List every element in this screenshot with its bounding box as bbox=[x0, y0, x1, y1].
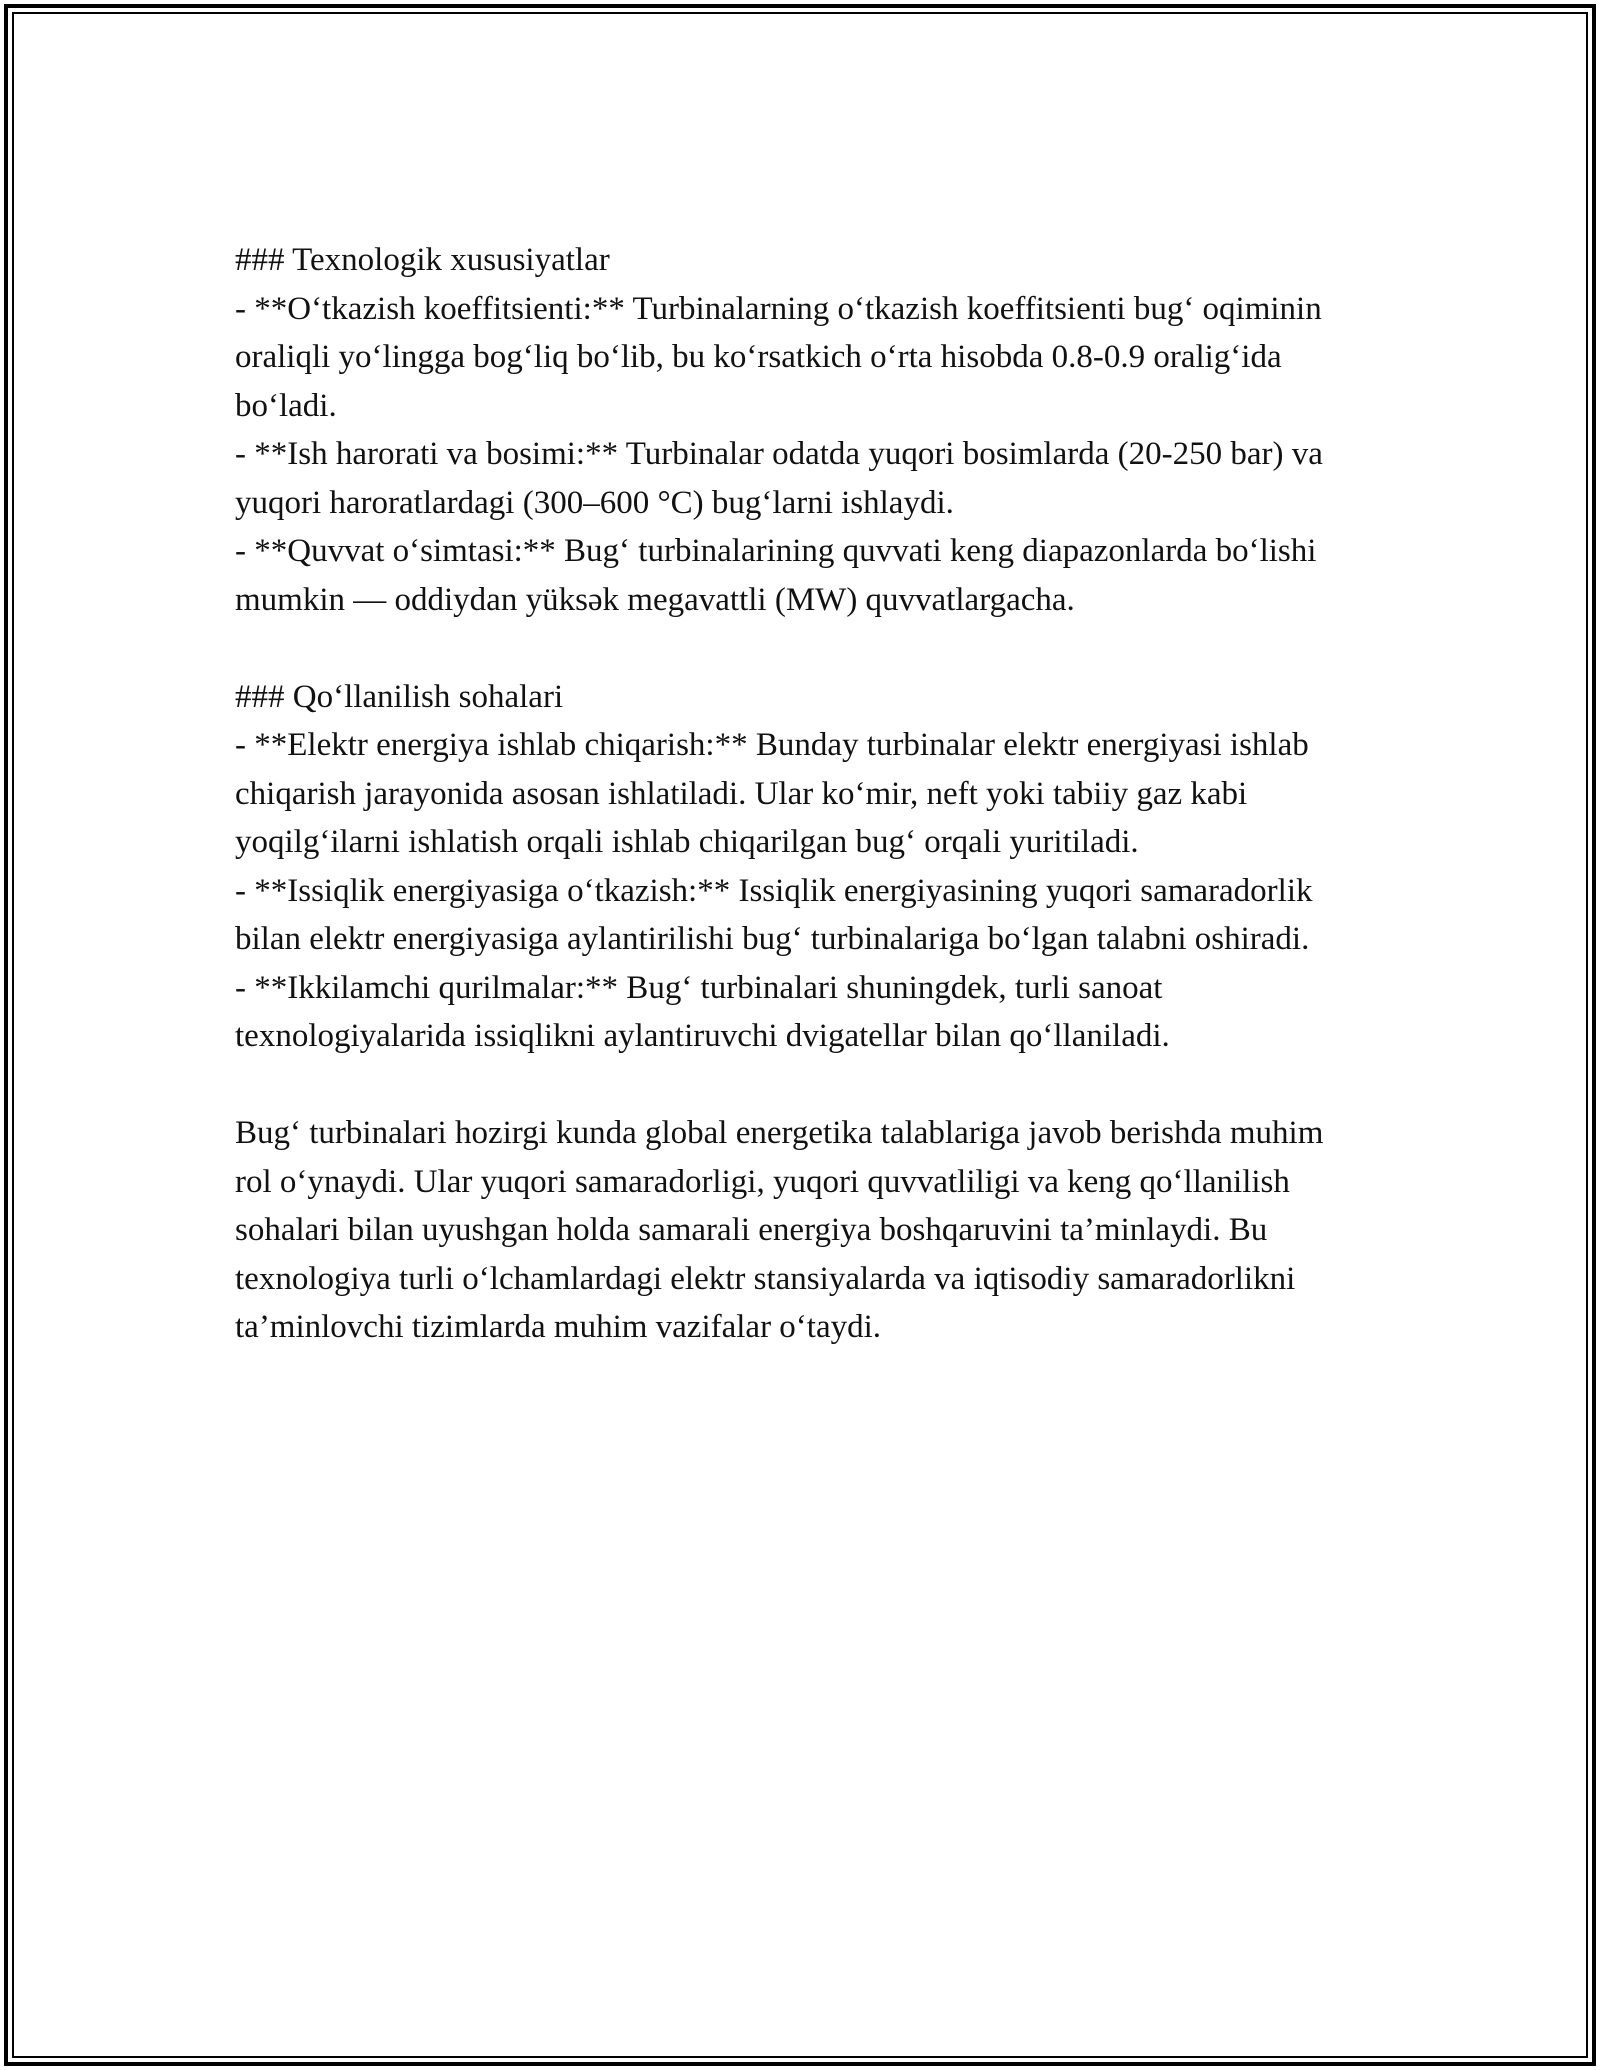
list-item-temperature-pressure: - **Ish harorati va bosimi:** Turbinalar odatda yuqori bosimlarda (20-250 bar) va yuqori haroratlardagi (300–600 °C) bug‘larni ishlaydi. bbox=[235, 436, 1323, 521]
paragraph-spacer bbox=[235, 1061, 1365, 1110]
list-item-electricity-generation: - **Elektr energiya ishlab chiqarish:** Bunday turbinalar elektr energiyasi ishlab chiqarish jarayonida asosan ishlatiladi. Ular ko‘mir, neft yoki tabiiy gaz kabi yoqilg‘ilarni ishlatish orqali ishlab chiqarilgan bug‘ orqali yuritiladi. bbox=[235, 727, 1309, 860]
list-item-secondary-devices: - **Ikkilamchi qurilmalar:** Bug‘ turbinalari shuningdek, turli sanoat texnologiyalarida issiqlikni aylantiruvchi dvigatellar bilan qo‘llaniladi. bbox=[235, 969, 1170, 1054]
document-body bbox=[235, 236, 1365, 1352]
list-item-throughput-coefficient: - **O‘tkazish koeffitsienti:** Turbinalarning o‘tkazish koeffitsienti bug‘ oqiminin oraliqli yo‘lingga bog‘liq bo‘lib, bu ko‘rsatkich o‘rta hisobda 0.8-0.9 oralig‘ida bo‘ladi. bbox=[235, 290, 1322, 424]
conclusion-paragraph: Bug‘ turbinalari hozirgi kunda global energetika talablariga javob berishda muhim rol o‘ynaydi. Ular yuqori samaradorligi, yuqori quvvatliligi va keng qo‘llanilish sohalari bilan uyushgan holda samarali energiya boshqaruvini ta’minlaydi. Bu texnologiya turli o‘lchamlardagi elektr stansiyalarda va iqtisodiy samaradorlikni ta’minlovchi tizimlarda muhim vazifalar o‘taydi. bbox=[235, 1115, 1324, 1345]
section-heading-technical: ### Texnologik xususiyatlar bbox=[235, 242, 610, 278]
paragraph-spacer bbox=[235, 624, 1365, 673]
section-heading-applications: ### Qo‘llanilish sohalari bbox=[235, 678, 564, 715]
list-item-power-output: - **Quvvat o‘simtasi:** Bug‘ turbinalarining quvvati keng diapazonlarda bo‘lishi mumkin — oddiydan yüksək megavattli (MW) quvvatlargacha. bbox=[235, 533, 1317, 618]
list-item-heat-conversion: - **Issiqlik energiyasiga o‘tkazish:** Issiqlik energiyasining yuqori samaradorlik bilan elektr energiyasiga aylantirilishi bug‘ turbinalariga bo‘lgan talabni oshiradi. bbox=[235, 872, 1313, 957]
